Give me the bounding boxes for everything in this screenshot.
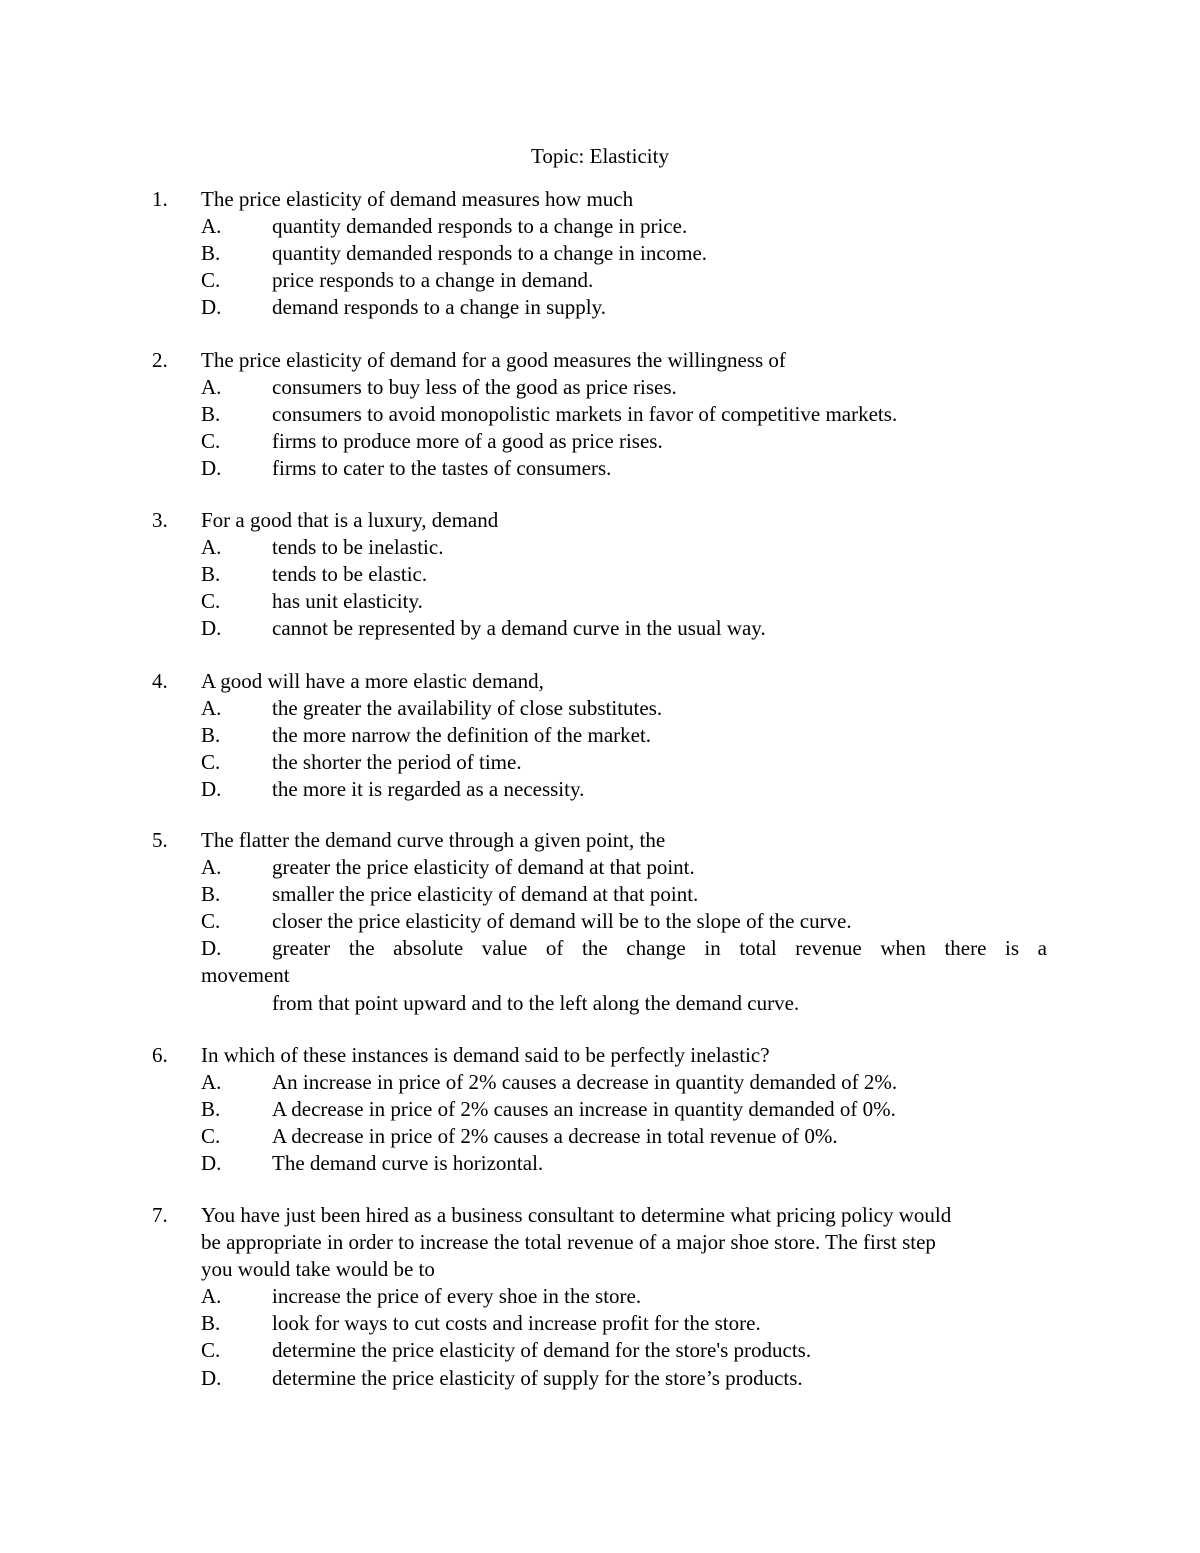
option-text: the more it is regarded as a necessity.: [272, 777, 585, 802]
option-d: [152, 615, 1052, 642]
question-7: [152, 1202, 1052, 1392]
option-c: [152, 267, 1052, 294]
question-stem: A good will have a more elastic demand,: [201, 669, 544, 693]
question-number: 6.: [152, 1043, 168, 1067]
option-b: [152, 722, 1052, 749]
option-c: [152, 428, 1052, 455]
option-text: quantity demanded responds to a change in price.: [272, 214, 688, 239]
option-d: [152, 1150, 1052, 1177]
option-d: [152, 455, 1052, 482]
option-letter: B.: [201, 402, 221, 427]
option-letter: D.: [201, 295, 222, 320]
option-letter: A.: [201, 1070, 222, 1095]
question-number: 5.: [152, 828, 168, 852]
option-text: greater the absolute value of the change in total revenue when there is a: [272, 936, 1047, 961]
option-letter: A.: [201, 214, 222, 239]
option-c: [152, 908, 1052, 935]
option-d: [152, 294, 1052, 321]
question-stem: The flatter the demand curve through a given point, the: [201, 828, 666, 852]
option-letter: C.: [201, 909, 221, 934]
option-letter: D.: [201, 1151, 222, 1176]
option-text: firms to produce more of a good as price rises.: [272, 429, 663, 454]
option-letter: B.: [201, 1097, 221, 1122]
question-stem: The price elasticity of demand for a good measures the willingness of: [201, 348, 786, 372]
option-letter: D.: [201, 777, 222, 802]
option-text: look for ways to cut costs and increase profit for the store.: [272, 1311, 761, 1336]
option-b: [152, 561, 1052, 588]
question-number: 3.: [152, 508, 168, 532]
option-text: consumers to avoid monopolistic markets in favor of competitive markets.: [272, 402, 898, 427]
option-letter: A.: [201, 1284, 222, 1309]
option-text-continued: from that point upward and to the left along the demand curve.: [272, 990, 800, 1015]
question-number: 7.: [152, 1203, 168, 1227]
option-text: firms to cater to the tastes of consumers.: [272, 456, 612, 481]
option-text: consumers to buy less of the good as price rises.: [272, 375, 677, 400]
option-text: quantity demanded responds to a change in income.: [272, 241, 708, 266]
page-title: Topic: Elasticity: [531, 144, 669, 168]
option-text: increase the price of every shoe in the store.: [272, 1284, 642, 1309]
option-letter: C.: [201, 750, 221, 775]
option-letter: B.: [201, 882, 221, 907]
question-stem-line: be appropriate in order to increase the total revenue of a major shoe store. The first step: [201, 1230, 936, 1255]
question-2: [152, 347, 1052, 482]
option-letter: A.: [201, 855, 222, 880]
option-c: [152, 1337, 1052, 1364]
option-text: the more narrow the definition of the market.: [272, 723, 652, 748]
option-b: [152, 1310, 1052, 1337]
option-text: the greater the availability of close substitutes.: [272, 696, 663, 721]
option-letter: A.: [201, 375, 222, 400]
option-text: has unit elasticity.: [272, 589, 423, 614]
question-6: [152, 1042, 1052, 1177]
option-c: [152, 749, 1052, 776]
option-letter: B.: [201, 723, 221, 748]
option-letter: C.: [201, 1338, 221, 1363]
question-number: 2.: [152, 348, 168, 372]
option-letter: B.: [201, 1311, 221, 1336]
option-a: [152, 534, 1052, 561]
option-c: [152, 588, 1052, 615]
option-text: price responds to a change in demand.: [272, 268, 594, 293]
question-number: 4.: [152, 669, 168, 693]
option-b: [152, 881, 1052, 908]
question-1: [152, 186, 1052, 321]
question-stem: In which of these instances is demand said to be perfectly inelastic?: [201, 1043, 770, 1067]
option-d: [152, 1365, 1052, 1392]
option-text: tends to be elastic.: [272, 562, 428, 587]
option-letter: C.: [201, 1124, 221, 1149]
option-a: [152, 374, 1052, 401]
option-letter: B.: [201, 241, 221, 266]
option-letter: D.: [201, 616, 222, 641]
option-letter: C.: [201, 429, 221, 454]
option-text: An increase in price of 2% causes a decrease in quantity demanded of 2%.: [272, 1070, 898, 1095]
option-text: tends to be inelastic.: [272, 535, 444, 560]
option-b: [152, 240, 1052, 267]
option-text: greater the price elasticity of demand at that point.: [272, 855, 695, 880]
question-stem: The price elasticity of demand measures how much: [201, 187, 634, 211]
question-number: 1.: [152, 187, 168, 211]
option-letter: C.: [201, 268, 221, 293]
question-stem-line: You have just been hired as a business consultant to determine what pricing policy would: [201, 1203, 952, 1227]
option-text: smaller the price elasticity of demand at that point.: [272, 882, 699, 907]
option-text: the shorter the period of time.: [272, 750, 522, 775]
option-b: [152, 401, 1052, 428]
option-letter: D.: [201, 456, 222, 481]
question-stem-line: you would take would be to: [201, 1257, 435, 1282]
option-a: [152, 213, 1052, 240]
question-4: [152, 668, 1052, 803]
option-letter: A.: [201, 696, 222, 721]
option-a: [152, 1069, 1052, 1096]
option-letter: C.: [201, 589, 221, 614]
option-text: cannot be represented by a demand curve in the usual way.: [272, 616, 766, 641]
option-text-continued: movement: [201, 963, 290, 988]
option-c: [152, 1123, 1052, 1150]
option-text: demand responds to a change in supply.: [272, 295, 606, 320]
option-a: [152, 695, 1052, 722]
option-d: [152, 935, 1052, 1016]
question-5: [152, 827, 1052, 1017]
option-d-line: [201, 935, 1047, 962]
option-d: [152, 776, 1052, 803]
option-letter: D.: [201, 1365, 222, 1390]
option-text: determine the price elasticity of demand for the store's products.: [272, 1338, 812, 1363]
option-text: closer the price elasticity of demand will be to the slope of the curve.: [272, 909, 852, 934]
option-text: determine the price elasticity of supply for the store’s products.: [272, 1365, 803, 1390]
option-letter: A.: [201, 535, 222, 560]
option-text: The demand curve is horizontal.: [272, 1151, 544, 1176]
option-letter: B.: [201, 562, 221, 587]
option-a: [152, 1283, 1052, 1310]
option-text: A decrease in price of 2% causes an increase in quantity demanded of 0%.: [272, 1097, 896, 1122]
option-a: [152, 854, 1052, 881]
option-letter: D.: [201, 936, 222, 961]
option-text: A decrease in price of 2% causes a decrease in total revenue of 0%.: [272, 1124, 838, 1149]
option-b: [152, 1096, 1052, 1123]
question-stem: For a good that is a luxury, demand: [201, 508, 499, 532]
question-3: [152, 507, 1052, 642]
